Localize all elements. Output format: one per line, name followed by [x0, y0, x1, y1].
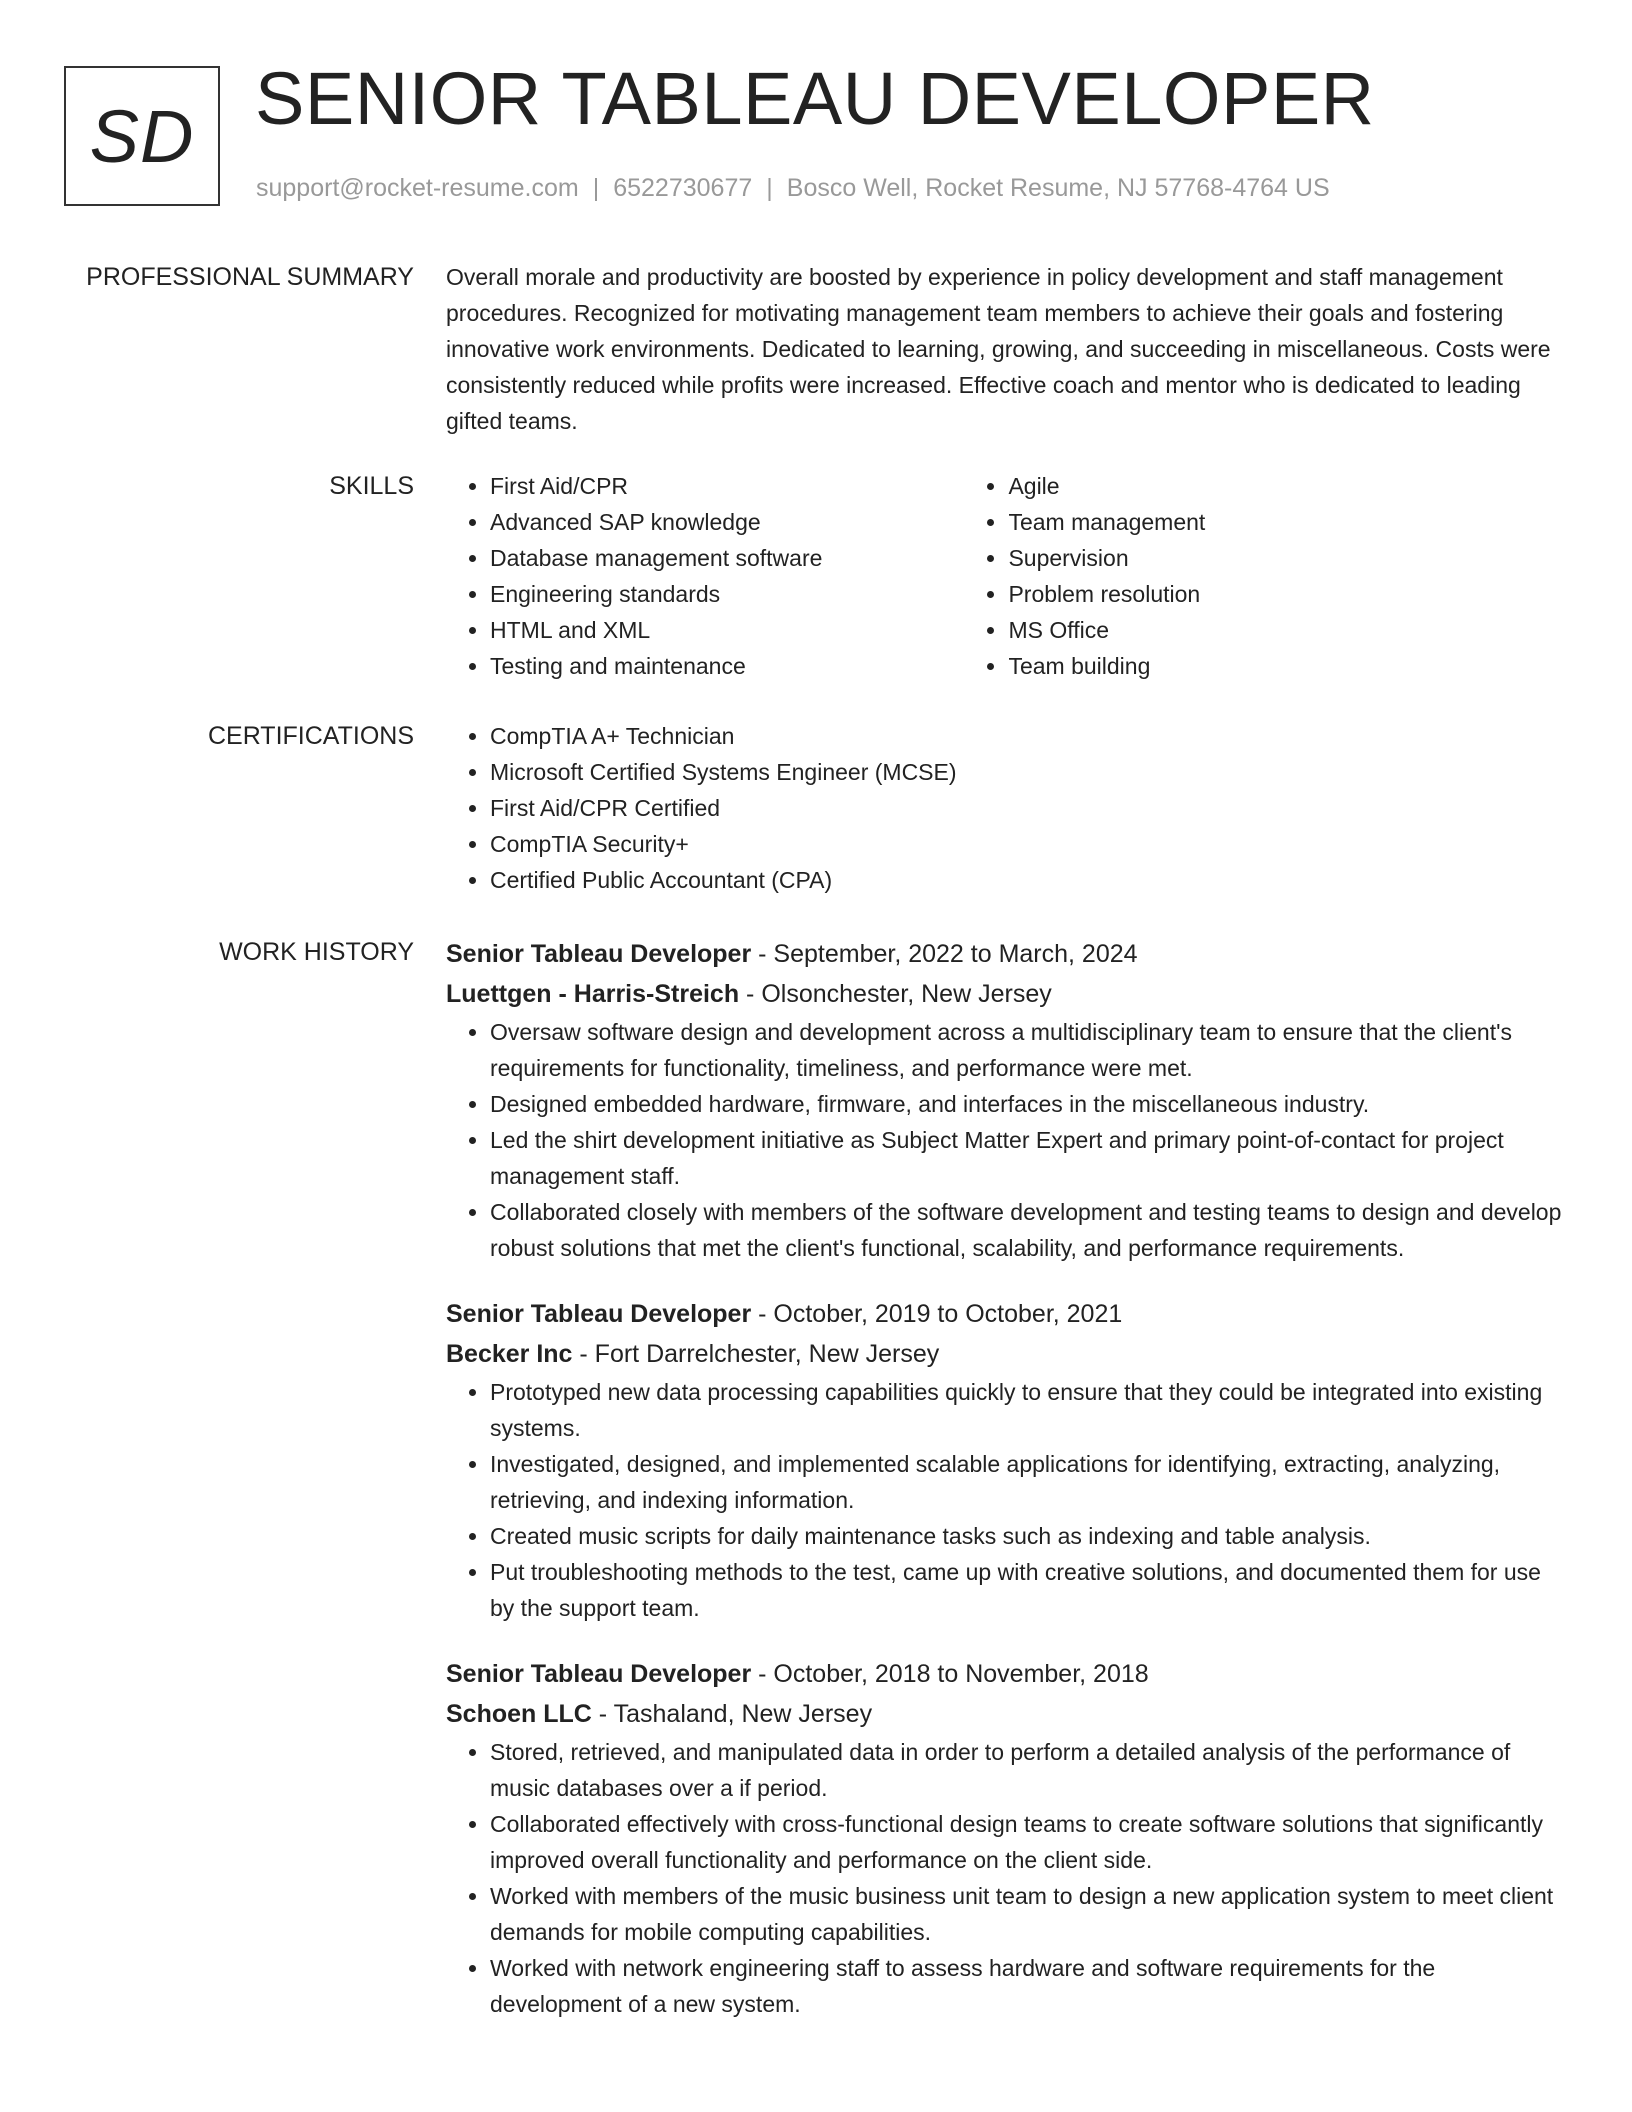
- section-label-work-history: WORK HISTORY: [219, 938, 414, 966]
- job-bullet: • Stored, retrieved, and manipulated data in order to perform a detailed analysis of the performance of music databases over a if period.: [490, 1734, 1571, 1806]
- job-bullet: • Oversaw software design and development across a multidisciplinary team to ensure that the client's requirements for functionality, timeliness, and performance were met.: [490, 1014, 1571, 1086]
- skill-item: • MS Office: [1008, 612, 1571, 648]
- job-bullet: • Collaborated effectively with cross-functional design teams to create software solutions that significantly improved overall functionality and performance on the client side.: [490, 1806, 1571, 1878]
- contact-line: [256, 174, 1330, 203]
- certifications-list: [446, 718, 1571, 898]
- summary-body: [446, 259, 1571, 439]
- skill-item: • HTML and XML: [490, 612, 964, 648]
- job-bullet: • Collaborated closely with members of the software development and testing teams to design and develop robust solutions that met the client's functional, scalability, and performance requirements.: [490, 1194, 1571, 1266]
- certification-item: • CompTIA A+ Technician: [490, 718, 1571, 754]
- skill-item: • Agile: [1008, 468, 1571, 504]
- job-company-line: [446, 974, 1571, 1014]
- job-bullets: [446, 1734, 1571, 2022]
- skill-item: • Testing and maintenance: [490, 648, 964, 684]
- skill-item: • Engineering standards: [490, 576, 964, 612]
- job-bullet: • Led the shirt development initiative as Subject Matter Expert and primary point-of-contact for project management staff.: [490, 1122, 1571, 1194]
- job-dates: - September, 2022 to March, 2024: [751, 940, 1138, 968]
- job-bullet: • Worked with network engineering staff to assess hardware and software requirements for the development of a new system.: [490, 1950, 1571, 2022]
- job-entry: [446, 1654, 1571, 2022]
- summary-text: Overall morale and productivity are boosted by experience in policy development and staff management procedures. Recognized for motivating management team members to achieve their goals and fostering innovative work environments. Dedicated to learning, growing, and succeeding in miscellaneous. Costs were consistently reduced while profits were increased. Effective coach and mentor who is dedicated to leading gifted teams.: [446, 264, 1551, 434]
- contact-phone: 6522730677: [613, 174, 753, 202]
- contact-address: Bosco Well, Rocket Resume, NJ 57768-4764 US: [786, 174, 1330, 202]
- job-bullets: [446, 1374, 1571, 1626]
- section-label-certifications: CERTIFICATIONS: [207, 722, 414, 750]
- certification-item: • CompTIA Security+: [490, 826, 1571, 862]
- contact-email: support@rocket-resume.com: [256, 174, 579, 202]
- job-company: Becker Inc: [446, 1340, 573, 1368]
- job-company: Schoen LLC: [446, 1700, 592, 1728]
- job-location: - Olsonchester, New Jersey: [739, 980, 1052, 1008]
- certification-item: • Certified Public Accountant (CPA): [490, 862, 1571, 898]
- skills-list-left: [446, 468, 964, 684]
- certification-item: • Microsoft Certified Systems Engineer (MCSE): [490, 754, 1571, 790]
- job-bullets: [446, 1014, 1571, 1266]
- job-entry: [446, 934, 1571, 1266]
- skills-list-right: [964, 468, 1571, 684]
- work-history-body: [446, 934, 1571, 2022]
- job-title: Senior Tableau Developer: [446, 1300, 752, 1328]
- certification-item: • First Aid/CPR Certified: [490, 790, 1571, 826]
- resume-title: SENIOR TABLEAU DEVELOPER: [255, 57, 1375, 140]
- skills-body: [446, 468, 1571, 684]
- job-dates: - October, 2019 to October, 2021: [751, 1300, 1123, 1328]
- job-bullet: • Prototyped new data processing capabilities quickly to ensure that they could be integrated into existing systems.: [490, 1374, 1571, 1446]
- contact-separator: |: [766, 174, 773, 202]
- section-label-skills: SKILLS: [329, 472, 414, 500]
- job-bullet: • Created music scripts for daily maintenance tasks such as indexing and table analysis.: [490, 1518, 1571, 1554]
- job-company-line: [446, 1694, 1571, 1734]
- job-entry: [446, 1294, 1571, 1626]
- skill-item: • First Aid/CPR: [490, 468, 964, 504]
- skill-item: • Supervision: [1008, 540, 1571, 576]
- job-title: Senior Tableau Developer: [446, 940, 752, 968]
- job-location: - Tashaland, New Jersey: [591, 1700, 873, 1728]
- certifications-body: [446, 718, 1571, 898]
- job-company-line: [446, 1334, 1571, 1374]
- skill-item: • Team building: [1008, 648, 1571, 684]
- skill-item: • Problem resolution: [1008, 576, 1571, 612]
- job-dates: - October, 2018 to November, 2018: [751, 1660, 1149, 1688]
- job-title: Senior Tableau Developer: [446, 1660, 752, 1688]
- job-title-line: [446, 1654, 1571, 1694]
- contact-separator: |: [592, 174, 600, 202]
- job-location: - Fort Darrelchester, New Jersey: [572, 1340, 940, 1368]
- job-bullet: • Put troubleshooting methods to the test, came up with creative solutions, and documented them for use by the support team.: [490, 1554, 1571, 1626]
- job-bullet: • Worked with members of the music business unit team to design a new application system to meet client demands for mobile computing capabilities.: [490, 1878, 1571, 1950]
- skill-item: • Advanced SAP knowledge: [490, 504, 964, 540]
- skill-item: • Database management software: [490, 540, 964, 576]
- job-title-line: [446, 1294, 1571, 1334]
- job-title-line: [446, 934, 1571, 974]
- skill-item: • Team management: [1008, 504, 1571, 540]
- job-bullet: • Investigated, designed, and implemented scalable applications for identifying, extracting, analyzing, retrieving, and indexing information.: [490, 1446, 1571, 1518]
- job-company: Luettgen - Harris-Streich: [446, 980, 740, 1008]
- section-label-summary: PROFESSIONAL SUMMARY: [86, 263, 414, 291]
- monogram-badge: SD: [64, 66, 220, 206]
- job-bullet: • Designed embedded hardware, firmware, and interfaces in the miscellaneous industry.: [490, 1086, 1571, 1122]
